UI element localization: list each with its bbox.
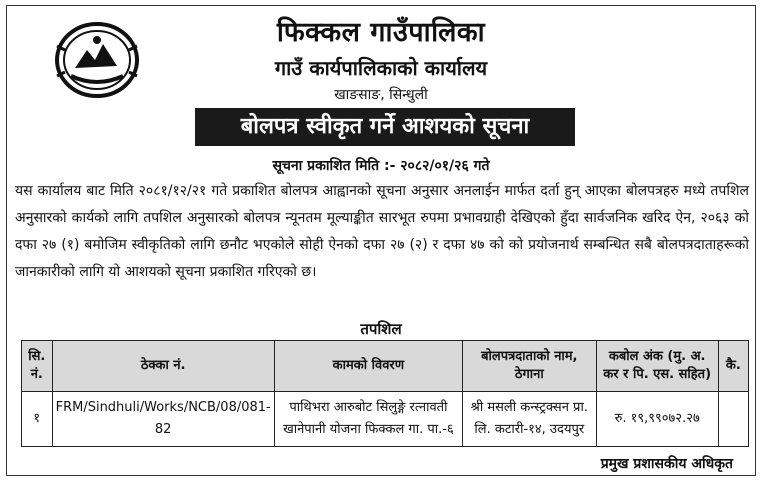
table-title: तपशिल [360, 320, 402, 338]
header-sn: सि. नं. [22, 341, 53, 392]
table-header-row [22, 341, 749, 392]
published-date: सूचना प्रकाशित मिति :- २०८२/०१/२६ गते [272, 158, 490, 174]
office-address: खाङसाङ, सिन्धुली [334, 87, 428, 103]
notice-heading: बोलपत्र स्वीकृत गर्ने आशयको सूचना [195, 108, 575, 146]
cell-bid-amount: रु. १९,९९०७२.२७ [596, 392, 718, 447]
notice-body: यस कार्यालय बाट मिति २०८१/१२/२१ गते प्रकाशित बोलपत्र आह्वानको सूचना अनुसार अनलाईन मार्फत दर्ता हुन् आएका बोलपत्रहरु मध्ये तपशिल अनुसारको कार्यको लागि तपशिल अनुसारको बोलपत्र न्यूनतम मूल्याङ्कीत सारभूत रुपमा प्रभावग्राही देखिएको हुँदा सार्वजनिक खरिद ऐन, २०६३ को दफा २७ (१) बमोजिम स्वीकृतिको लागि छनौट भएकोले सोही ऐनको दफा २७ (२) र दफा ४७ को को प्रयोजनार्थ सम्बन्धित सबै बोलपत्रदाताहरूको जानकारीको लागि यो आशयको सूचना प्रकाशित गरिएको छ। [15, 183, 749, 280]
cell-sn: १ [22, 392, 53, 447]
cell-contract-no: FRM/Sindhuli/Works/NCB/08/081-82 [52, 392, 274, 447]
signatory-title: प्रमुख प्रशासकीय अधिकृत [600, 456, 733, 472]
works-table [21, 340, 749, 447]
notice-page [6, 5, 756, 476]
office-name: फिक्कल गाउँपालिका [276, 17, 486, 48]
cell-bidder: श्री मसली कन्स्ट्रक्सन प्रा. लि. कटारी-१४, उदयपुर [463, 392, 597, 447]
office-subtitle: गाउँ कार्यपालिकाको कार्यालय [274, 56, 488, 80]
header-contract-no: ठेक्का नं. [52, 341, 274, 392]
cell-work-desc: पाथिभरा आरुबोट सिलुङ्गे रत्नावती खानेपानी योजना फिक्कल गा. पा.-६ [274, 392, 462, 447]
table-row [22, 392, 749, 447]
header-bidder: बोलपत्रदाताको नाम, ठेगाना [463, 341, 597, 392]
header-bid-amount: कबोल अंक (मु. अ. कर र पि. एस. सहित) [596, 341, 718, 392]
cell-remarks [718, 392, 748, 447]
header-remarks: कै. [718, 341, 748, 392]
header-work-desc: कामको विवरण [274, 341, 462, 392]
